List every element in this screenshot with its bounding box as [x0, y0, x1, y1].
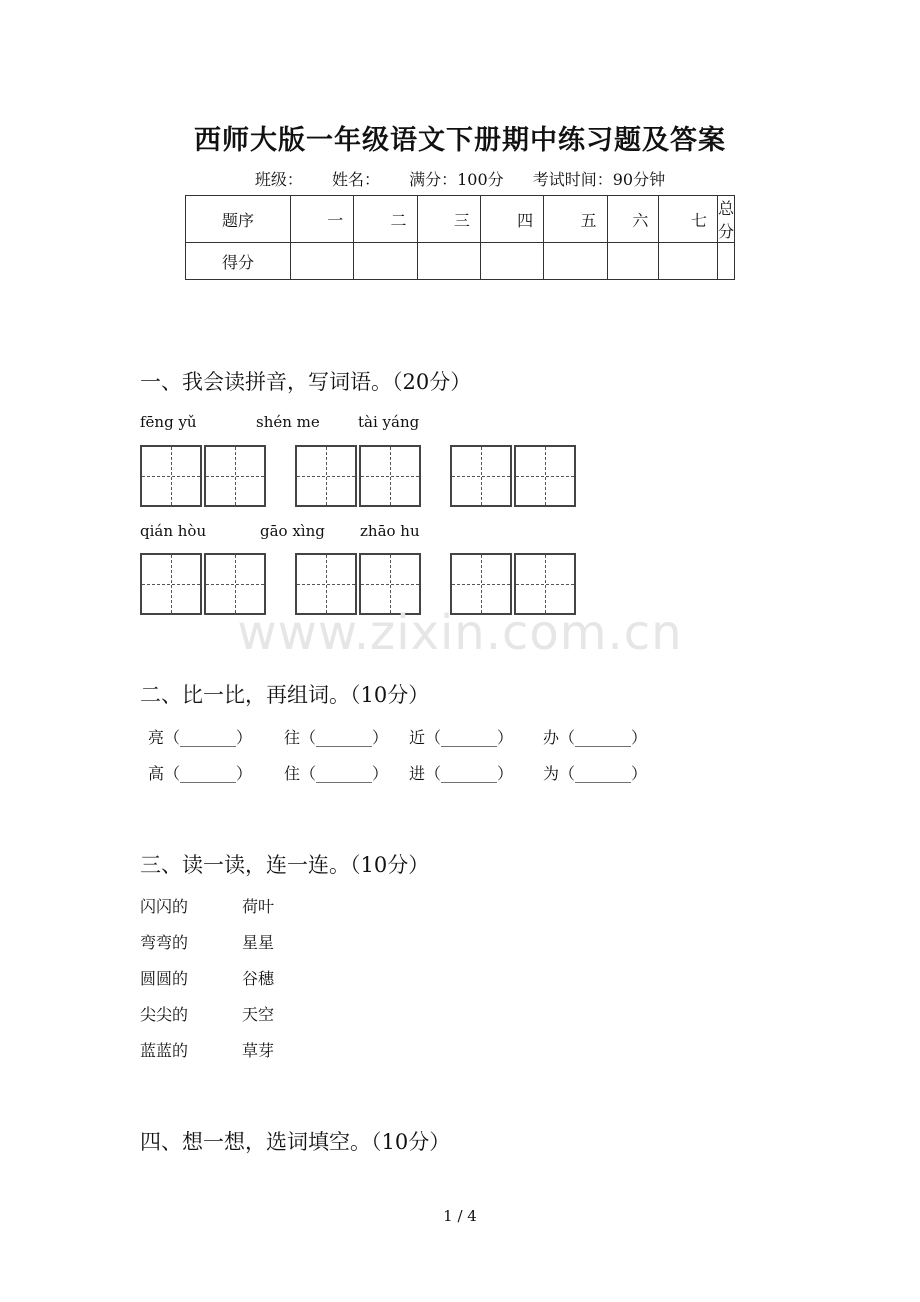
score-cell[interactable]: [480, 243, 543, 280]
match-left-item[interactable]: 尖尖的: [140, 1005, 189, 1024]
writing-grid[interactable]: [359, 445, 421, 507]
table-cell: 七: [659, 196, 718, 243]
writing-grid[interactable]: [295, 445, 357, 507]
pinyin-label: qián hòu: [140, 522, 207, 540]
word-blank[interactable]: 亮（_______）: [148, 728, 253, 747]
section1-heading: 一、我会读拼音，写词语。（20分）: [140, 370, 472, 394]
table-cell: 一: [290, 196, 353, 243]
class-label: 班级：: [254, 170, 303, 189]
table-cell: 得分: [186, 243, 291, 280]
pinyin-label: gāo xìng: [260, 522, 325, 540]
word-blank[interactable]: 进（_______）: [409, 764, 514, 783]
table-cell: 五: [544, 196, 607, 243]
table-cell: 六: [607, 196, 659, 243]
score-cell[interactable]: [717, 243, 734, 280]
score-cell[interactable]: [354, 243, 417, 280]
exam-time-label: 考试时间：90分钟: [532, 170, 666, 189]
pinyin-label: fēng yǔ: [140, 413, 197, 431]
word-blank[interactable]: 高（_______）: [148, 764, 253, 783]
table-cell: 题序: [186, 196, 291, 243]
exam-info: [0, 167, 920, 190]
name-label: 姓名：: [331, 170, 380, 189]
table-cell: 三: [417, 196, 480, 243]
page-title: 西师大版一年级语文下册期中练习题及答案: [194, 125, 726, 156]
pinyin-label: zhāo hu: [360, 522, 420, 540]
full-score-label: 满分：100分: [409, 170, 504, 189]
pinyin-label: shén me: [256, 413, 320, 431]
pinyin-label: tài yáng: [358, 413, 420, 431]
table-cell: 二: [354, 196, 417, 243]
match-left-item[interactable]: 弯弯的: [140, 933, 189, 952]
page-number: 1 / 4: [443, 1207, 477, 1225]
section3-heading: 三、读一读，连一连。（10分）: [140, 853, 430, 877]
table-cell: 四: [480, 196, 543, 243]
word-blank[interactable]: 为（_______）: [543, 764, 648, 783]
writing-grid[interactable]: [140, 445, 202, 507]
writing-grid[interactable]: [514, 445, 576, 507]
score-table: [185, 195, 735, 280]
match-left-item[interactable]: 蓝蓝的: [140, 1041, 189, 1060]
match-left-item[interactable]: 闪闪的: [140, 897, 189, 916]
score-table-score-row: [186, 243, 735, 280]
writing-grid[interactable]: [204, 445, 266, 507]
writing-grid[interactable]: [450, 445, 512, 507]
score-cell[interactable]: [607, 243, 659, 280]
score-table-header-row: [186, 196, 735, 243]
match-right-item[interactable]: 草芽: [242, 1041, 275, 1060]
match-left-item[interactable]: 圆圆的: [140, 969, 189, 988]
word-blank[interactable]: 住（_______）: [284, 764, 389, 783]
score-cell[interactable]: [417, 243, 480, 280]
score-cell[interactable]: [544, 243, 607, 280]
match-right-item[interactable]: 荷叶: [242, 897, 275, 916]
watermark: www.zixin.com.cn: [237, 605, 683, 661]
word-blank[interactable]: 办（_______）: [543, 728, 648, 747]
section2-heading: 二、比一比，再组词。（10分）: [140, 683, 430, 707]
match-right-item[interactable]: 天空: [242, 1005, 275, 1024]
score-cell[interactable]: [290, 243, 353, 280]
word-blank[interactable]: 近（_______）: [409, 728, 514, 747]
word-blank[interactable]: 往（_______）: [284, 728, 389, 747]
score-cell[interactable]: [659, 243, 718, 280]
section4-heading: 四、想一想，选词填空。（10分）: [140, 1130, 451, 1154]
table-cell: 总分: [717, 196, 734, 243]
match-right-item[interactable]: 星星: [242, 933, 275, 952]
match-right-item[interactable]: 谷穗: [242, 969, 275, 988]
